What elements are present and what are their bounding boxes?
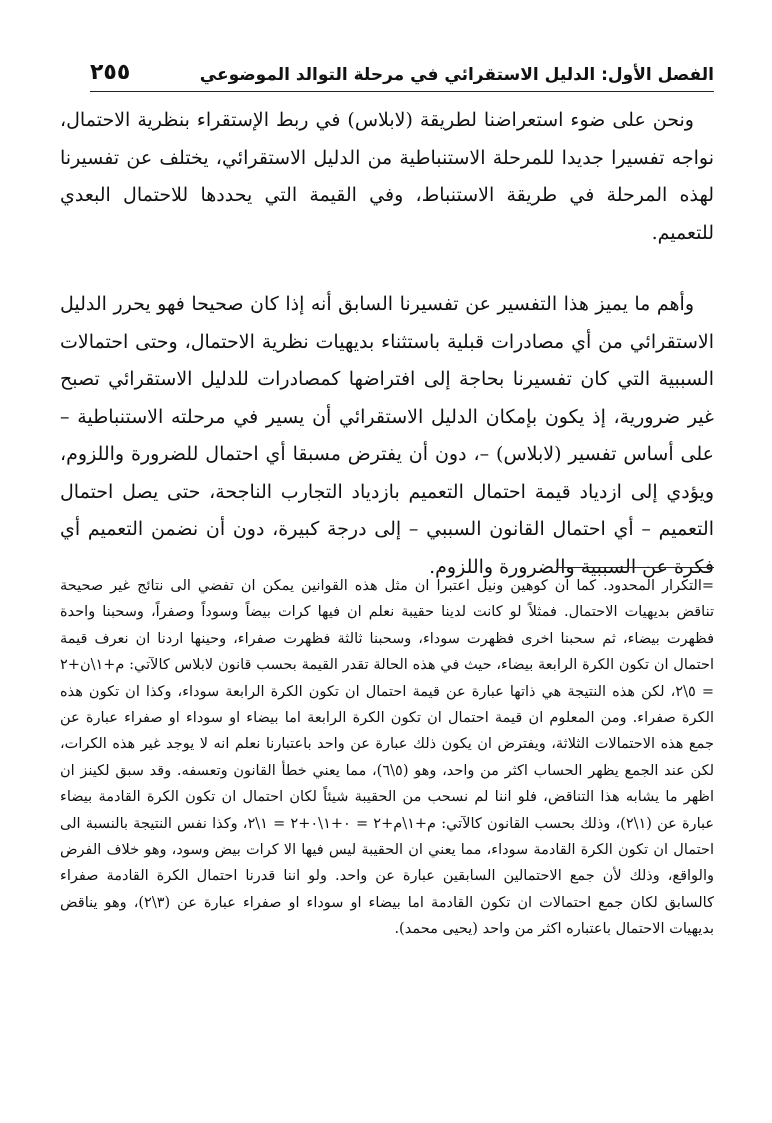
footnote xyxy=(60,573,714,943)
paragraph: ونحن على ضوء استعراضنا لطريقة (لابلاس) في ربط الإستقراء بنظرية الاحتمال، نواجه تفسيرا جديدا للمرحلة الاستنباطية من الدليل الاستقرائي، يختلف عن تفسيرنا لهذه المرحلة في طريقة الاستنباط، وفي القيمة التي يحددها للاحتمال البعدي للتعميم. xyxy=(60,109,714,244)
running-title: الفصل الأول: الدليل الاستقرائي في مرحلة التوالد الموضوعي xyxy=(199,65,714,85)
page-number: ٢٥٥ xyxy=(90,60,131,85)
footnote-text: =التكرار المحدود. كما ان كوهين ونيل اعتبرا ان مثل هذه القوانين يمكن ان تفضي الى نتائج غير صحيحة تناقض بديهيات الاحتمال. فمثلاً لو كانت لدينا حقيبة نعلم ان فيها كرات بيضاً وسوداً وصفراً، وسحبنا واحدة فظهرت بيضاء، ثم سحبنا اخرى فظهرت سوداء، وسحبنا ثالثة فظهرت صفراء، وحينها اردنا ان نعرف قيمة احتمال ان تكون الكرة الرابعة بيضاء، حيث في هذه الحالة تقدر القيمة بحسب قانون لابلاس كالآتي: م+١\ن+٢ = ٥\٢، لكن هذه النتيجة هي ذاتها عبارة عن قيمة احتمال ان تكون الكرة الرابعة سوداء، وكذا ان تكون هذه الكرة صفراء. ومن المعلوم ان قيمة احتمال ان تكون الكرة الرابعة اما بيضاء او سوداء او صفراء عبارة عن جمع هذه الاحتمالات الثلاثة، ويفترض ان يكون ذلك عبارة عن واحد باعتبارنا نعلم انه لا يوجد غير هذه الكرات، لكن عند الجمع يظهر الحساب اكثر من واحد، وهو (٥\٦)، مما يعني خطأ القانون وتعسفه. وقد سبق لكينز ان اظهر ما يشابه هذا التناقض، فلو اننا لم نسحب من الحقيبة شيئاً لكان احتمال ان تكون الكرة القادمة بيضاء عبارة عن (١\٢)، وذلك بحسب القانون كالآتي: م+١\م+٢ = ٠+١\٠+٢ = ١\٢، وكذا نفس النتيجة بالنسبة الى احتمال ان تكون الكرة القادمة سوداء، مما يعني ان الحقيبة ليس فيها الا كرات بيض وسود، وهو خلاف الفرض والواقع، وذلك لأن جمع الاحتمالين السابقين عبارة عن واحد. ولو اننا قدرنا احتمال الكرة القادمة صفراء كالسابق لكان جمع احتمالات ان تكون القادمة اما بيضاء او سوداء او صفراء عبارة عن (٣\٢)، وهو يناقض بديهيات الاحتمال باعتباره اكثر من واحد (يحيى محمد). xyxy=(60,578,715,938)
paragraph: وأهم ما يميز هذا التفسير عن تفسيرنا السابق أنه إذا كان صحيحا فهو يحرر الدليل الاستقرائي من أي مصادرات قبلية باستثناء بديهيات نظرية الاحتمال، وحتى احتمالات السببية التي كان تفسيرنا بحاجة إلى افتراضها كمصادرات للدليل الاستقرائي تصبح غير ضرورية، إذ يكون بإمكان الدليل الاستقرائي أن يسير في مرحلته الاستنباطية – على أساس تفسير (لابلاس) –، دون أن يفترض مسبقا أي احتمال للضرورة واللزوم، ويؤدي إلى ازدياد قيمة احتمال التعميم بازدياد التجارب الناجحة، حتى يصل احتمال التعميم – أي احتمال القانون السببي – إلى درجة كبيرة، دون أن نضمن التعميم أي فكرة عن السببية والضرورة واللزوم. xyxy=(60,293,714,578)
page-header xyxy=(90,52,714,92)
footnote-separator xyxy=(556,567,714,568)
main-text xyxy=(60,102,714,586)
